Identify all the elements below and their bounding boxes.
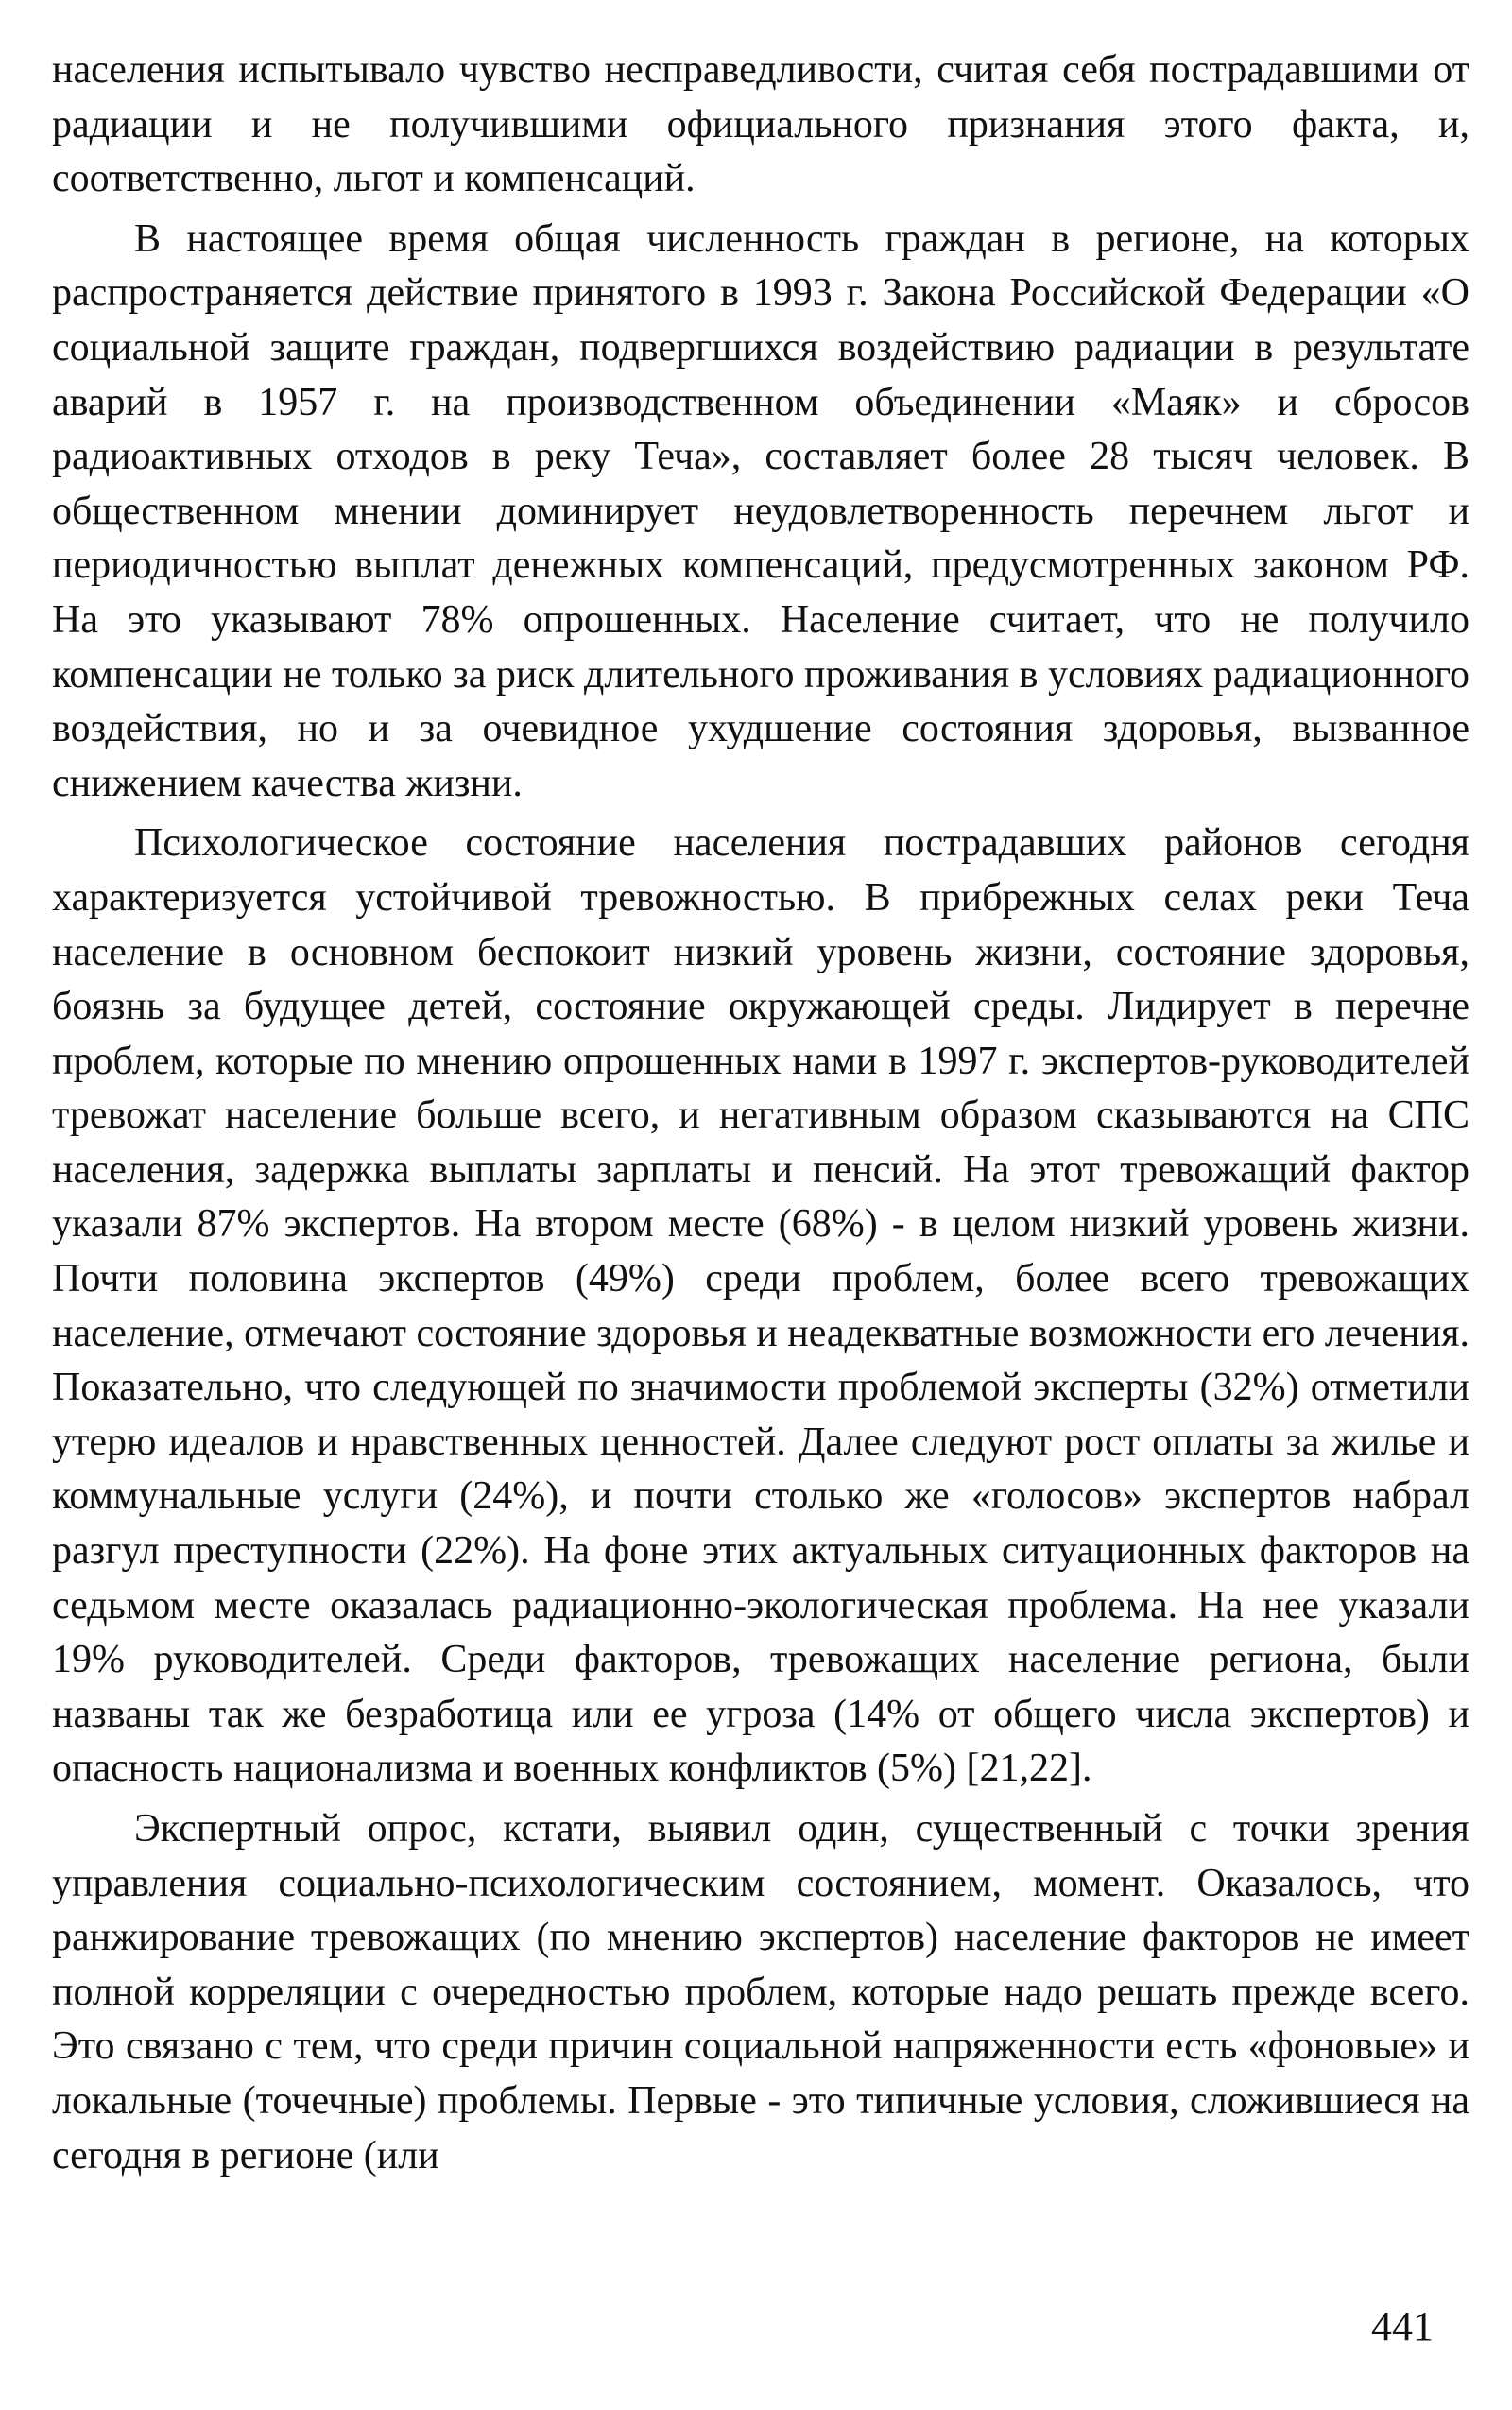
paragraph-4: Экспертный опрос, кстати, выявил один, существенный с точки зрения управления социально-психологическим состоянием, момент. Оказалось, что ранжирование тревожащих (по мнению экспертов) население факторов не имеет полной корреляции с очередностью проблем, которые надо решать прежде всего. Это связано с тем, что среди причин социальной напряженности есть «фоновые» и локальные (точечные) проблемы. Первые - это типичные условия, сложившиеся на сегодня в регионе (или	[52, 1807, 1469, 2178]
page-body	[52, 43, 1469, 2183]
page-number: 441	[1371, 2303, 1434, 2350]
paragraph-3: Психологическое состояние населения пострадавших районов сегодня характеризуется устойчивой тревожностью. В прибрежных селах реки Теча население в основном беспокоит низкий уровень жизни, состояние здоровья, боязнь за будущее детей, состояние окружающей среды. Лидирует в перечне проблем, которые по мнению опрошенных нами в 1997 г. экспертов-руководителей тревожат население больше всего, и негативным образом сказываются на СПС населения, задержка выплаты зарплаты и пенсий. На этот тревожащий фактор указали 87% экспертов. На втором месте (68%) - в целом низкий уровень жизни. Почти половина экспертов (49%) среди проблем, более всего тревожащих население, отмечают состояние здоровья и неадекватные возможности его лечения. Показательно, что следующей по значимости проблемой эксперты (32%) отметили утерю идеалов и нравственных ценностей. Далее следуют рост оплаты за жилье и коммунальные услуги (24%), и почти столько же «голосов» экспертов набрал разгул преступности (22%). На фоне этих актуальных ситуационных факторов на седьмом месте оказалась радиационно-экологическая проблема. На нее указали 19% руководителей. Среди факторов, тревожащих население региона, были названы так же безработица или ее угроза (14% от общего числа экспертов) и опасность национализма и военных конфликтов (5%) [21,22].	[52, 821, 1469, 1791]
paragraph-2: В настоящее время общая численность граждан в регионе, на которых распространяется действие принятого в 1993 г. Закона Российской Федерации «О социальной защите граждан, подвергшихся воздействию радиации в результате аварий в 1957 г. на производственном объединении «Маяк» и сбросов радиоактивных отходов в реку Теча», составляет более 28 тысяч человек. В общественном мнении доминирует неудовлетворенность перечнем льгот и периодичностью выплат денежных компенсаций, предусмотренных законом РФ. На это указывают 78% опрошенных. Население считает, что не получило компенсации не только за риск длительного проживания в условиях радиационного воздействия, но и за очевидное ухудшение состояния здоровья, вызванное снижением качества жизни.	[52, 216, 1469, 805]
paragraph-1: населения испытывало чувство несправедливости, считая себя пострадавшими от радиации и не получившими официального признания этого факта, и, соответственно, льгот и компенсаций.	[52, 48, 1469, 201]
